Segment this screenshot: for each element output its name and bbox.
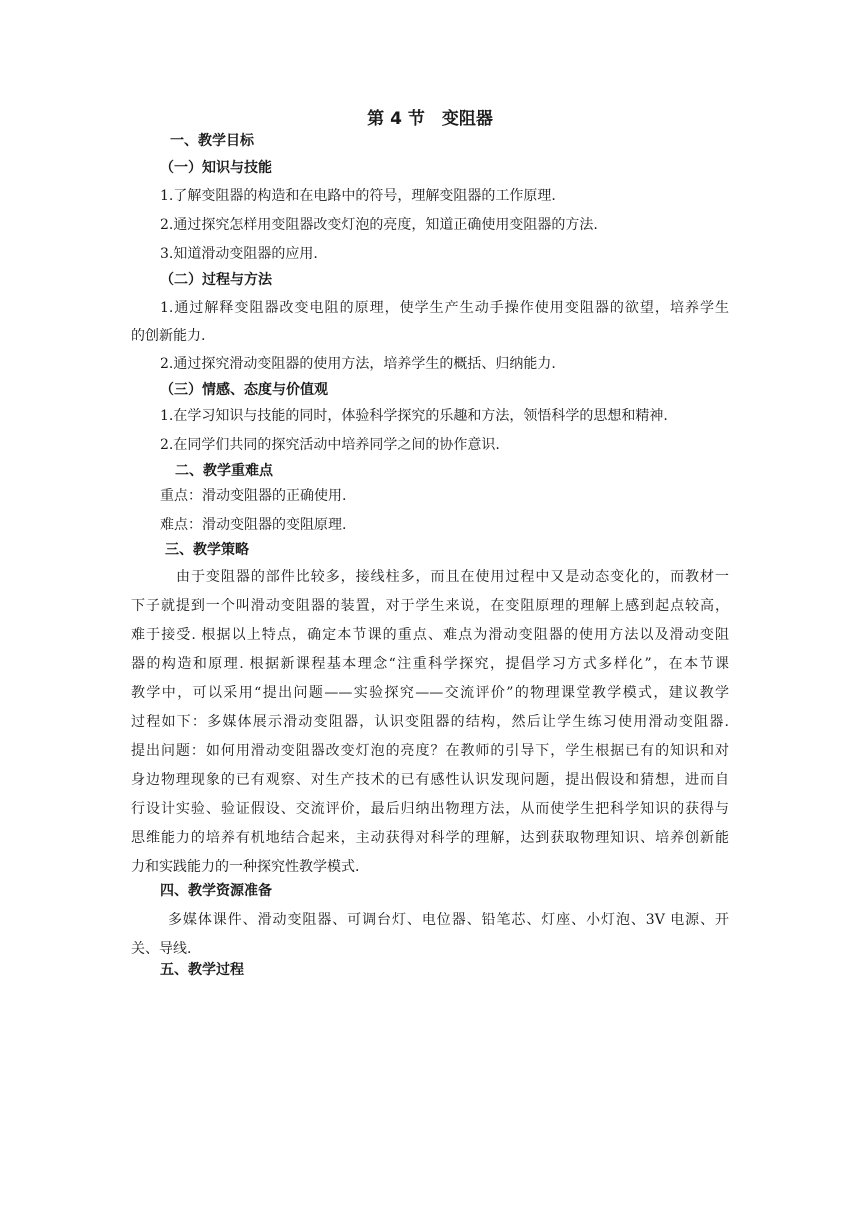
list-item: 2.通过探究怎样用变阻器改变灯泡的亮度，知道正确使用变阻器的方法.	[160, 217, 598, 233]
list-item: 1.了解变阻器的构造和在电路中的符号，理解变阻器的工作原理.	[160, 188, 556, 204]
text-line: 由于变阻器的部件比较多，接线柱多，而且在使用过程中又是动态变化的，而教材一	[161, 569, 729, 585]
text-line: 提出问题：如何用滑动变阻器改变灯泡的亮度？在教师的引导下，学生根据已有的知识和对	[131, 743, 729, 759]
text-line: 力和实践能力的一种探究性教学模式.	[131, 859, 360, 875]
text-line: 多媒体课件、滑动变阻器、可调台灯、电位器、铅笔芯、灯座、小灯泡、3V 电源、开	[168, 912, 729, 928]
heading-teaching-objectives: 一、教学目标	[170, 133, 254, 149]
heading-key-difficult-points: 二、教学重难点	[175, 463, 273, 479]
list-item: 1.在学习知识与技能的同时，体验科学探究的乐趣和方法，领悟科学的思想和精神.	[160, 408, 668, 424]
heading-resource-preparation: 四、教学资源准备	[160, 883, 272, 899]
heading-teaching-process: 五、教学过程	[160, 962, 244, 978]
text-line: 难于接受. 根据以上特点，确定本节课的重点、难点为滑动变阻器的使用方法以及滑动变阻	[131, 627, 729, 643]
difficult-point-text: 难点：滑动变阻器的变阻原理.	[160, 517, 347, 533]
list-item: 3.知道滑动变阻器的应用.	[160, 246, 318, 262]
subheading-knowledge-skills: （一）知识与技能	[160, 160, 272, 176]
text-line: 教学中，可以采用“提出问题——实验探究——交流评价”的物理课堂教学模式，建议教学	[131, 685, 729, 701]
paragraph-resources	[131, 906, 729, 964]
document-title: 第 4 节 变阻器	[367, 109, 493, 129]
text-line: 的创新能力.	[131, 328, 206, 344]
text-line: 思维能力的培养有机地结合起来，主动获得对科学的理解，达到获取物理知识、培养创新能	[131, 830, 729, 846]
heading-teaching-strategy: 三、教学策略	[165, 542, 249, 558]
text-line: 器的构造和原理. 根据新课程基本理念“注重科学探究，提倡学习方式多样化”，在本节课	[131, 656, 729, 672]
text-line: 1.通过解释变阻器改变电阻的原理，使学生产生动手操作使用变阻器的欲望，培养学生	[160, 300, 729, 316]
text-line: 身边物理现象的已有观察、对生产技术的已有感性认识发现问题，提出假设和猜想，进而自	[131, 772, 729, 788]
list-item: 2.通过探究滑动变阻器的使用方法，培养学生的概括、归纳能力.	[160, 356, 556, 372]
paragraph-process-item-1	[131, 294, 729, 350]
text-line: 过程如下：多媒体展示滑动变阻器，认识变阻器的结构，然后让学生练习使用滑动变阻器.	[131, 714, 729, 730]
key-point-text: 重点：滑动变阻器的正确使用.	[160, 488, 347, 504]
subheading-emotion-values: （三）情感、态度与价值观	[160, 382, 328, 398]
list-item: 2.在同学们共同的探究活动中培养同学之间的协作意识.	[160, 437, 500, 453]
text-line: 行设计实验、验证假设、交流评价，最后归纳出物理方法，从而使学生把科学知识的获得与	[131, 801, 729, 817]
subheading-process-methods: （二）过程与方法	[160, 272, 272, 288]
text-line: 关、导线.	[131, 941, 192, 957]
text-line: 下子就提到一个叫滑动变阻器的装置，对于学生来说，在变阻原理的理解上感到起点较高，	[131, 598, 729, 614]
paragraph-teaching-strategy	[131, 563, 729, 882]
